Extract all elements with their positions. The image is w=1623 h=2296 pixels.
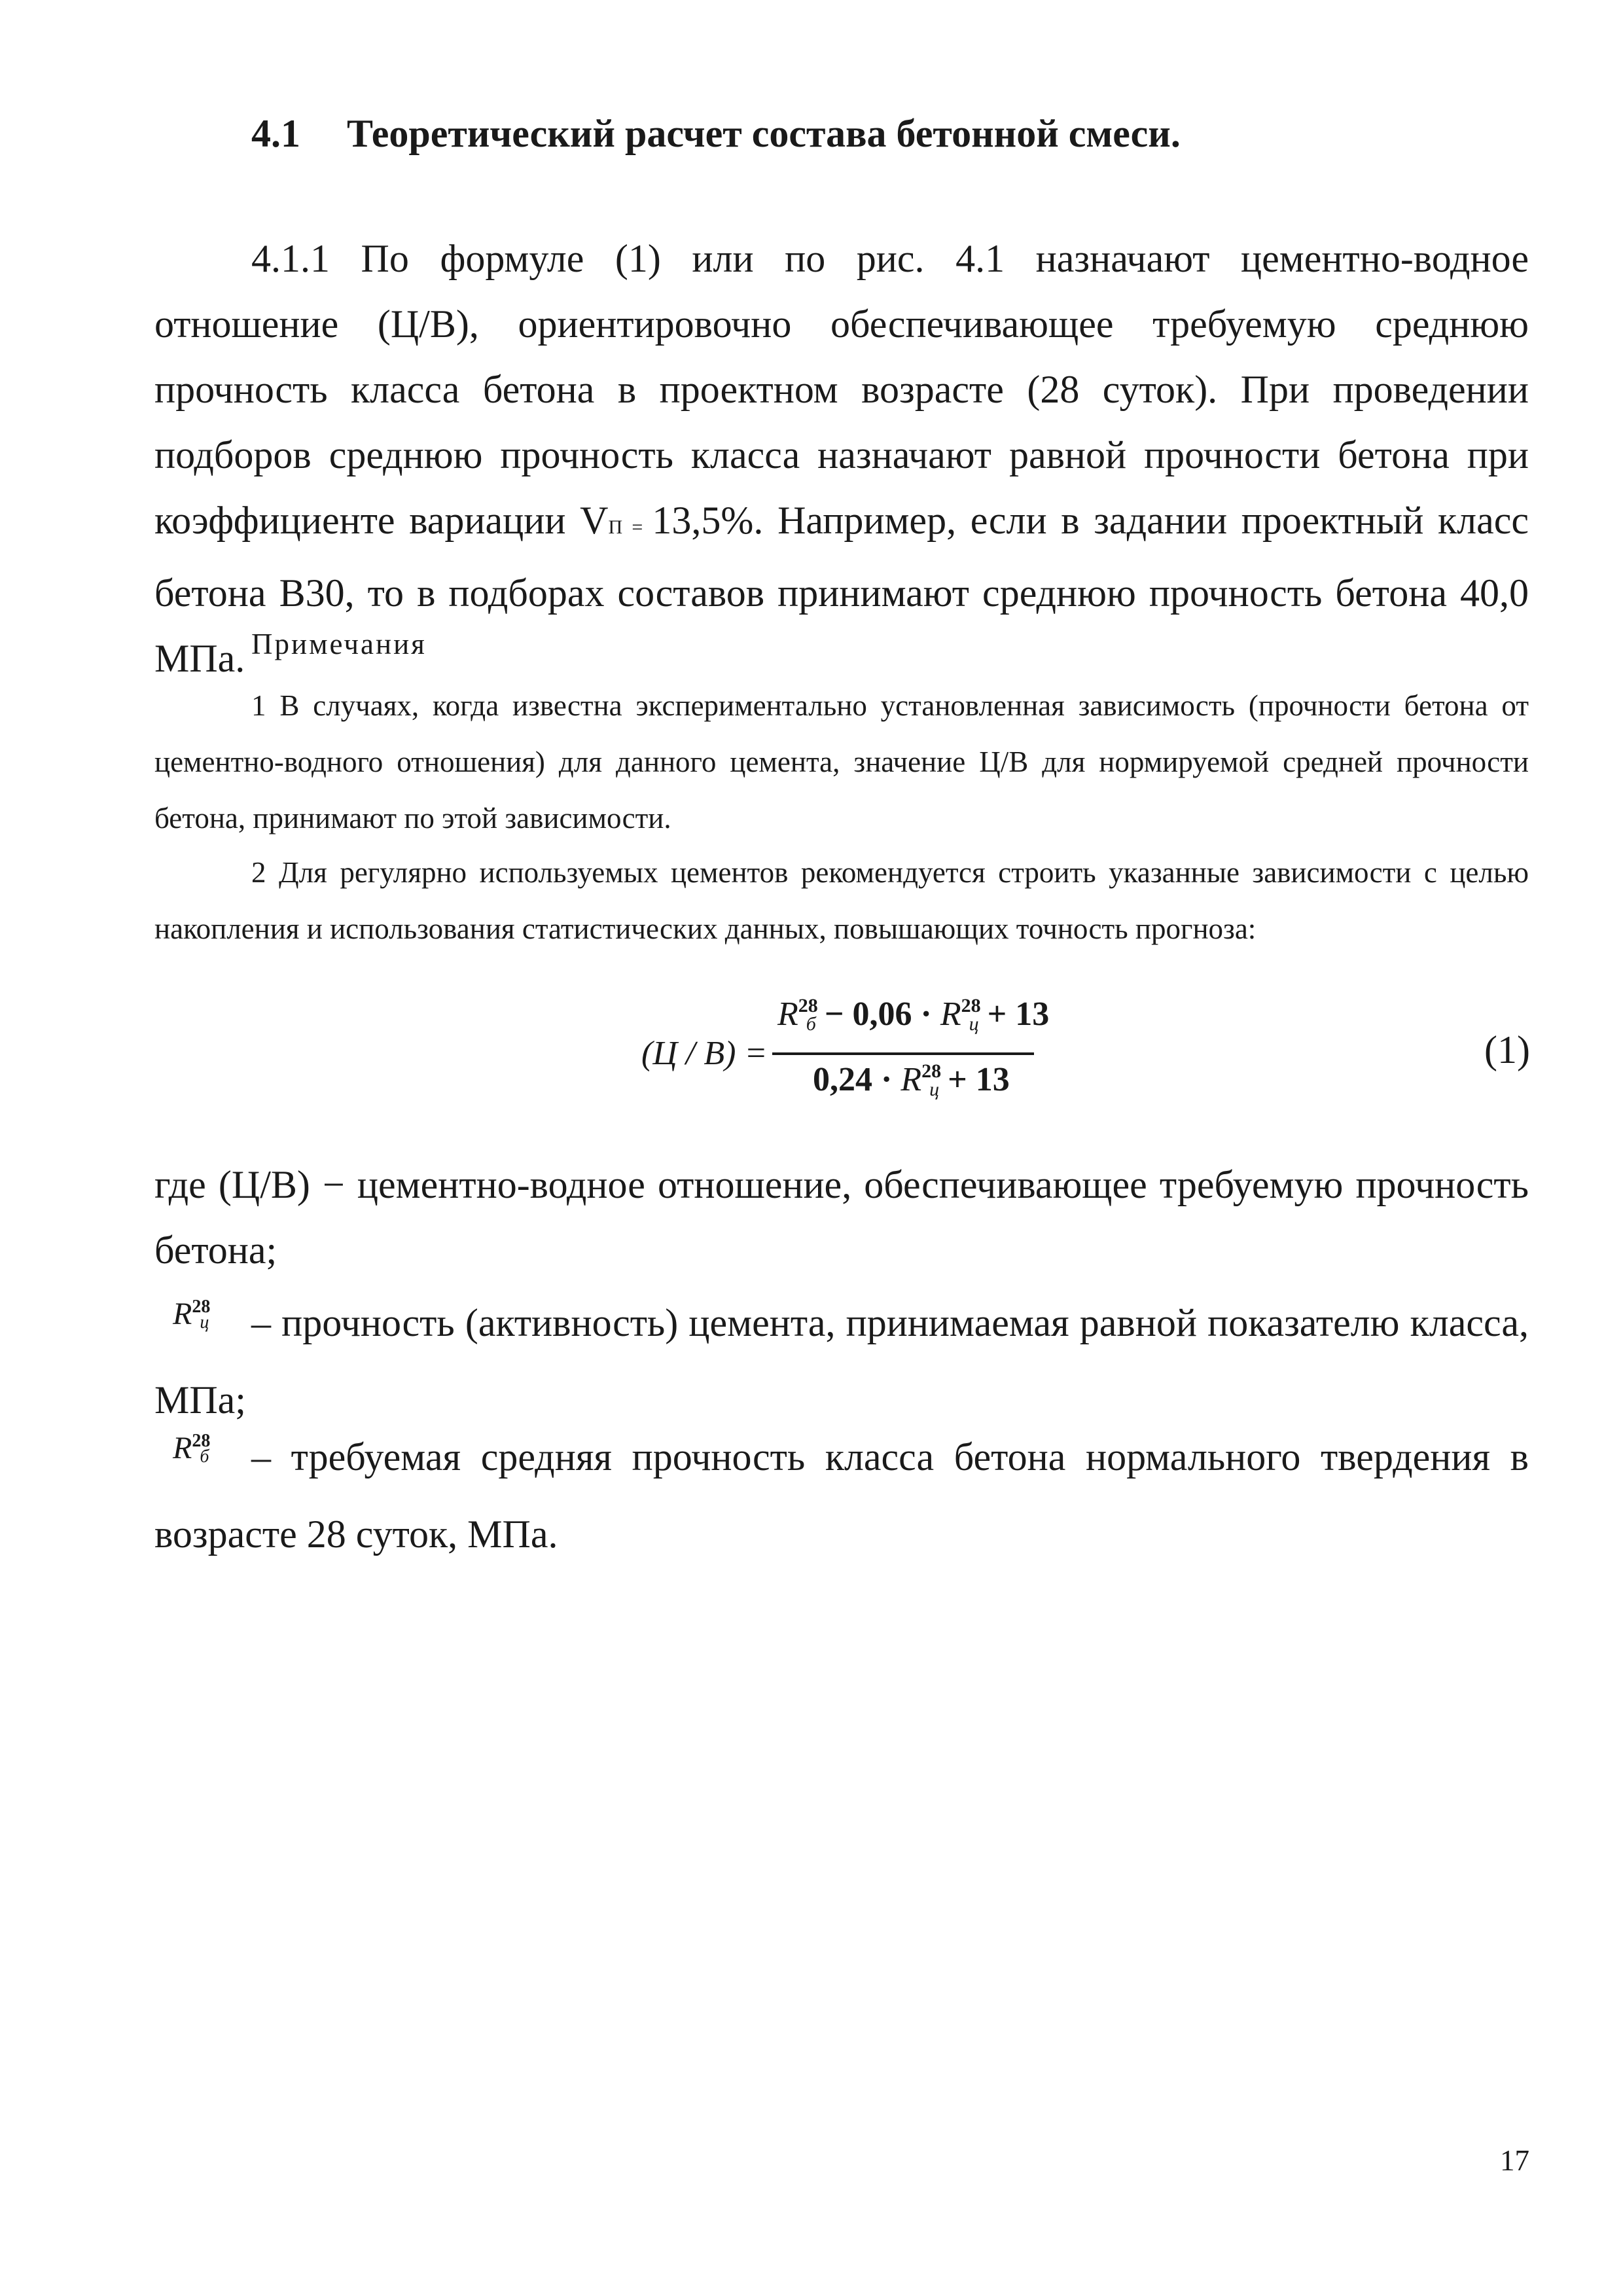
formula-lhs: (Ц / В) = [641,1035,768,1072]
where-line-rc [154,1286,1529,1433]
paragraph-text-part1: 4.1.1 По формуле (1) или по рис. 4.1 назначают цементно-водное отношение (Ц/В), ориентировочно обеспечивающее требуемую среднюю прочность класса бетона в проектном возрасте (28 суток). При проведении подборов среднюю прочность класса назначают равной прочности бетона при коэффициенте вариации V [154,237,1529,542]
formula-1 [641,995,1073,1126]
section-title: Теоретический расчет состава бетонной смеси. [347,112,1181,155]
where-line-rb [154,1420,1529,1567]
variation-subscript: П = [608,516,652,538]
paragraph-text-part2: 13,5%. Например, если в задании проектный класс бетона В30, то в подборах составов принимают среднюю прочность бетона 40,0 МПа. [154,499,1529,680]
formula-var-r-c: $R^{28}_ц$ [940,995,981,1035]
paragraph-4-1-1 [154,226,1529,691]
where-line-cw: где (Ц/В) − цементно-водное отношение, обеспечивающее требуемую прочность бетона; [154,1163,1529,1272]
note-1: 1 В случаях, когда известна экспериментально установленная зависимость (прочности бетона от цементно-водного отношения) для данного цемента, значение Ц/В для нормируемой средней прочности бетона, принимают по этой зависимости. [154,689,1529,834]
symbol-r-b: $R^{28}_б$ [173,1431,211,1467]
formula-var-r-b: $R^{28}_б$ [777,995,818,1035]
formula-num-mid: − 0,06 · [815,996,940,1033]
notes-title: Примечания [251,628,427,660]
section-number: 4.1 [251,112,300,155]
fraction-bar [772,1052,1034,1055]
formula-var-r-c-den: $R^{28}_ц$ [901,1060,942,1100]
note-2: 2 Для регулярно используемых цементов рекомендуется строить указанные зависимости с целью накопления и использования статистических данных, повышающих точность прогноза: [154,856,1529,945]
formula-numerator [777,995,1049,1035]
formula-num-end: + 13 [978,996,1050,1033]
formula-den-start: 0,24 · [813,1061,901,1098]
formula-den-end: + 13 [939,1061,1010,1098]
symbol-r-c: $R^{28}_ц$ [173,1297,211,1333]
section-heading [251,111,1181,156]
page-number: 17 [1500,2144,1529,2177]
where-text-rb: – требуемая средняя прочность класса бетона нормального твердения в возрасте 28 суток, МПа. [154,1435,1529,1556]
where-text-rc: – прочность (активность) цемента, принимаемая равной показателю класса, МПа; [154,1301,1529,1422]
formula-denominator [813,1060,1010,1101]
equation-number: (1) [1484,1028,1530,1071]
